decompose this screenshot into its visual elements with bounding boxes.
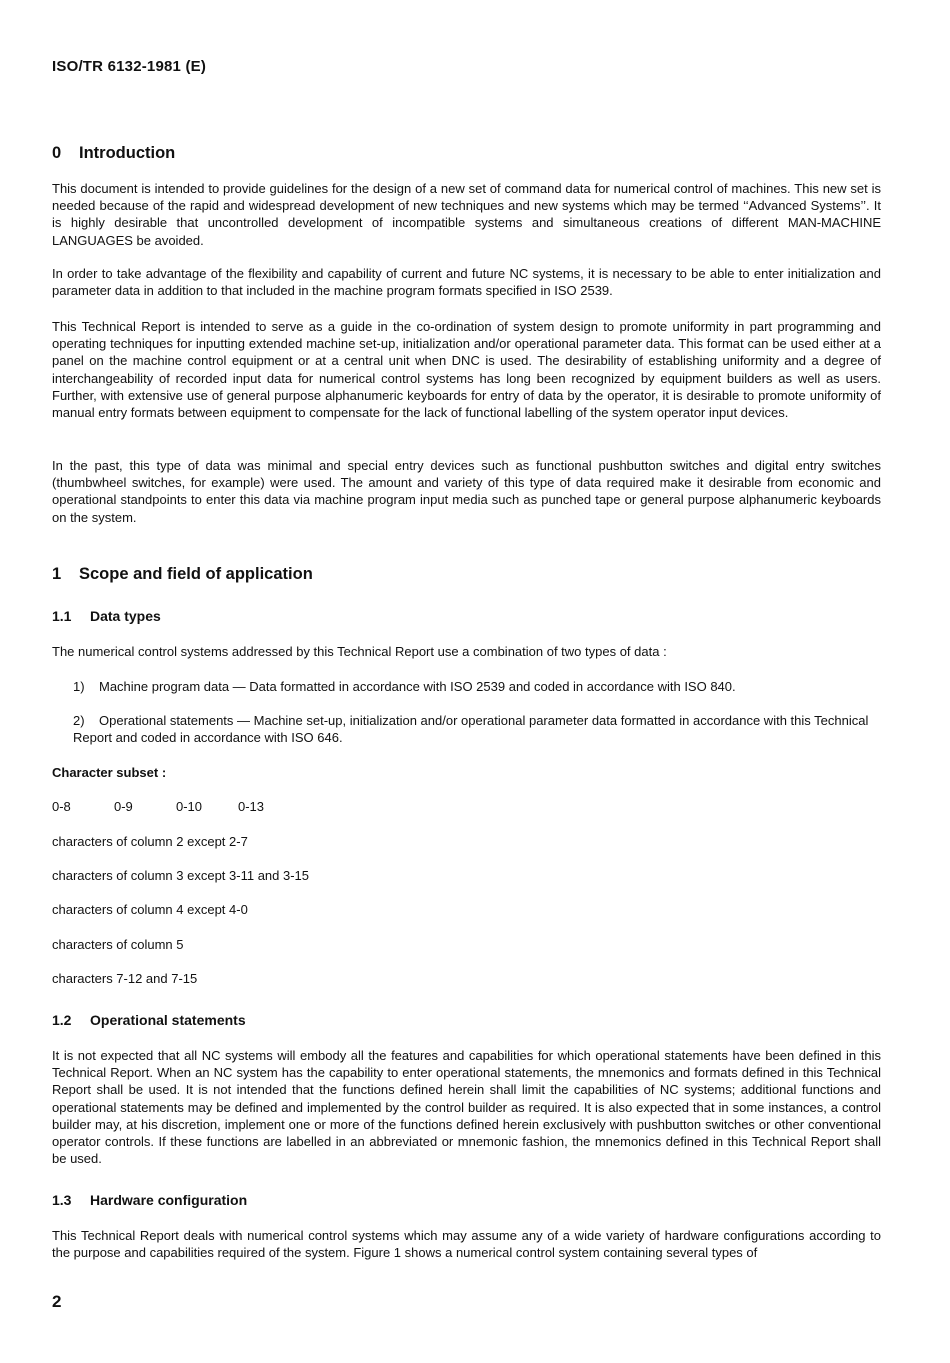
subsection-title: Operational statements [90, 1012, 246, 1028]
document-id-header: ISO/TR 6132-1981 (E) [52, 58, 207, 75]
intro-paragraph-2: In order to take advantage of the flexibility and capability of current and future NC systems, it is necessary to be able to enter initialization and parameter data in addition to that included in the machine program formats specified in ISO 2539. [52, 266, 881, 299]
section-title: Introduction [79, 144, 176, 162]
character-code: 0-8 [52, 799, 71, 814]
subsection-number: 1.2 [52, 1012, 72, 1028]
data-types-heading [52, 608, 161, 624]
data-types-intro: The numerical control systems addressed by this Technical Report use a combination of two types of data : [52, 644, 667, 659]
hardware-configuration-paragraph: This Technical Report deals with numerical control systems which may assume any of a wide variety of hardware configurations according to the purpose and capabilities required of the system. Figure 1 shows a numerical control system containing several types of [52, 1228, 881, 1261]
list-item [73, 712, 881, 746]
character-subset-line: characters of column 4 except 4-0 [52, 902, 248, 917]
character-code: 0-9 [114, 799, 133, 814]
section-number: 0 [52, 144, 62, 162]
character-code: 0-10 [176, 799, 203, 814]
page-number: 2 [52, 1292, 62, 1311]
character-subset-line: characters 7-12 and 7-15 [52, 971, 198, 986]
operational-statements-heading [52, 1012, 246, 1028]
character-subset-label: Character subset : [52, 765, 167, 780]
introduction-heading [52, 144, 175, 163]
character-subset-line: characters of column 5 [52, 937, 184, 952]
list-item [73, 678, 881, 695]
character-code-list [52, 799, 264, 814]
operational-statements-paragraph: It is not expected that all NC systems will embody all the features and capabilities for which operational statements have been defined in this Technical Report. When an NC system has the capability to enter operational statements, the mnemonics and formats defined in this Technical Report shall be used. It is not intended that the functions defined herein shall limit the capabilities of NC systems; additional functions and operational statements may be defined and implemented by the control builder as required. It is also expected that in some instances, a control builder may, at his discretion, implement one or more of the functions defined herein exclusively with pushbutton switches or other conventional operator controls. If these functions are labelled in an abbreviated or mnemonic fashion, the mnemonics defined in this Technical Report shall be used. [52, 1048, 881, 1167]
list-item-text: Operational statements — Machine set-up, initialization and/or operational parameter data formatted in accordance with this Technical Report and coded in accordance with ISO 646. [73, 713, 869, 746]
subsection-title: Data types [90, 608, 161, 624]
character-subset-line: characters of column 2 except 2-7 [52, 834, 248, 849]
intro-paragraph-4: In the past, this type of data was minimal and special entry devices such as functional pushbutton switches and digital entry switches (thumbwheel switches, for example) were used. The amount and variety of this type of data required make it desirable from economic and operational standpoints to enter this data via machine program input media such as punched tape or general purpose alphanumeric keyboards on the system. [52, 458, 881, 525]
list-item-number: 2) [73, 713, 85, 728]
section-number: 1 [52, 565, 62, 583]
subsection-title: Hardware configuration [90, 1192, 248, 1208]
subsection-number: 1.3 [52, 1192, 72, 1208]
intro-paragraph-3: This Technical Report is intended to serve as a guide in the co-ordination of system design to promote uniformity in part programming and operating techniques for inputting extended machine set-up, initialization and/or operational parameter data. This format can be used either at a panel on the machine control equipment or at a central unit when DNC is used. The desirability of establishing uniformity and a degree of interchangeability of recorded input data for numerical control systems has long been recognized by equipment builders as well as users. Further, with extensive use of general purpose alphanumeric keyboards for entry of data by the operator, it is desirable to promote uniformity of manual entry formats between equipment to compensate for the lack of functional labelling of the system operator input devices. [52, 319, 881, 421]
section-title: Scope and field of application [79, 565, 313, 583]
list-item-text: Machine program data — Data formatted in accordance with ISO 2539 and coded in accordance with ISO 840. [99, 679, 736, 694]
character-subset-line: characters of column 3 except 3-11 and 3-15 [52, 868, 310, 883]
list-item-number: 1) [73, 679, 85, 694]
hardware-configuration-heading [52, 1192, 247, 1208]
subsection-number: 1.1 [52, 608, 72, 624]
scope-heading [52, 565, 313, 584]
character-code: 0-13 [238, 799, 265, 814]
intro-paragraph-1: This document is intended to provide guidelines for the design of a new set of command data for numerical control of machines. This new set is needed because of the rapid and widespread development of new techniques and new systems which may be termed ‘‘Advanced Systems’’. It is highly desirable that uncontrolled development of incompatible systems and simultaneous creations of different MAN-MACHINE LANGUAGES be avoided. [52, 181, 881, 248]
